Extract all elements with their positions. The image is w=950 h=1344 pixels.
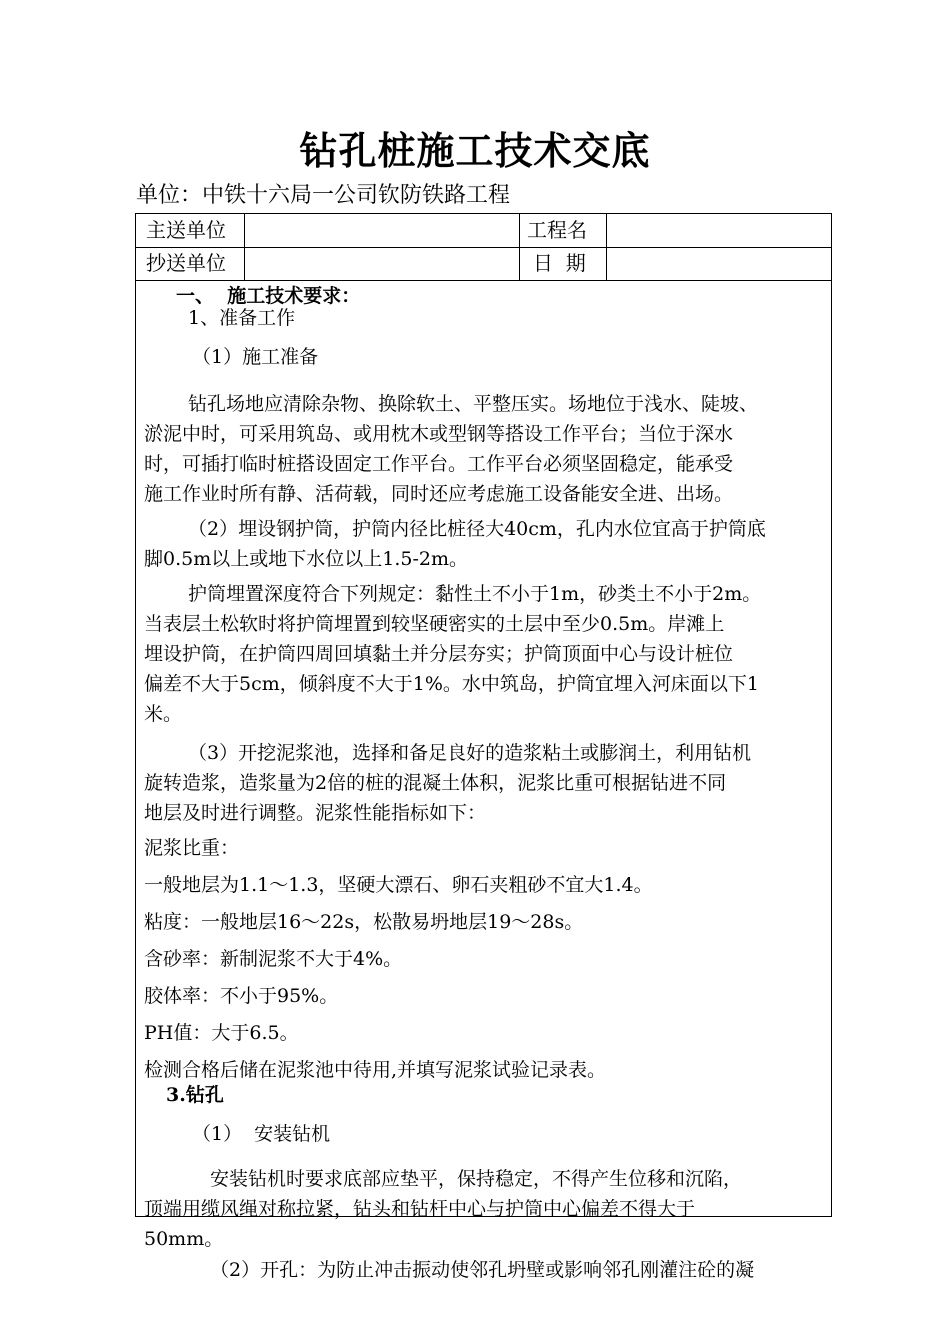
sub-heading: （1）施工准备 [192, 346, 319, 368]
date-value[interactable] [612, 247, 827, 280]
para-line: 钻孔场地应清除杂物、换除软土、平整压实。场地位于浅水、陡坡、 [188, 393, 759, 415]
section-heading: 一、 施工技术要求： [176, 285, 361, 307]
para-line: 施工作业时所有静、活荷载，同时还应考虑施工设备能安全进、出场。 [144, 483, 734, 505]
project-label: 工程名 [527, 218, 587, 242]
para-line: 护筒埋置深度符合下列规定：黏性土不小于1m，砂类土不小于2m。 [188, 583, 762, 605]
para-line: 安装钻机时要求底部应垫平，保持稳定，不得产生位移和沉陷， [210, 1168, 743, 1190]
divider [606, 214, 607, 280]
header-row-main [136, 214, 831, 248]
para-line: （2）开孔：为防止冲击振动使邻孔坍壁或影响邻孔刚灌注砼的凝 [210, 1259, 755, 1281]
item-heading: 1、准备工作 [188, 307, 296, 329]
header-row-copy [136, 247, 831, 281]
date-label: 日 期 [533, 251, 586, 275]
disclosure-table [135, 213, 832, 1281]
mud-density: 泥浆比重： [144, 837, 240, 859]
para-line: 脚0.5m以上或地下水位以上1.5-2m。 [144, 548, 468, 570]
main-unit-value[interactable] [248, 214, 513, 247]
main-unit-label: 主送单位 [146, 218, 226, 242]
para-line: 旋转造浆，造浆量为2倍的桩的混凝土体积，泥浆比重可根据钻进不同 [144, 772, 727, 794]
viscosity: 粘度：一般地层16～22s，松散易坍地层19～28s。 [144, 911, 584, 933]
sand-content: 含砂率：新制泥浆不大于4%。 [144, 948, 403, 970]
mud-general: 一般地层为1.1～1.3，坚硬大漂石、卵石夹粗砂不宜大1.4。 [144, 874, 653, 896]
sub-heading: （1） 安装钻机 [192, 1123, 331, 1145]
para-line: 顶端用缆风绳对称拉紧，钻头和钻杆中心与护筒中心偏差不得大于 [144, 1198, 696, 1220]
copy-unit-value[interactable] [248, 247, 513, 280]
para-line: （3）开挖泥浆池，选择和备足良好的造浆粘土或膨润土，利用钻机 [188, 742, 752, 764]
inspection-note: 检测合格后储在泥浆池中待用,并填写泥浆试验记录表。 [144, 1059, 607, 1081]
para-line: 地层及时进行调整。泥浆性能指标如下： [144, 802, 487, 824]
divider [519, 214, 520, 280]
para-line: 时，可插打临时桩搭设固定工作平台。工作平台必须坚固稳定，能承受 [144, 453, 734, 475]
para-line: 埋设护筒，在护筒四周回填黏土并分层夯实；护筒顶面中心与设计桩位 [144, 643, 734, 665]
para-line: 50mm。 [144, 1228, 224, 1250]
para-line: 淤泥中时，可采用筑岛、或用枕木或型钢等搭设工作平台；当位于深水 [144, 423, 734, 445]
colloid-rate: 胶体率：不小于95%。 [144, 985, 339, 1007]
para-line: （2）埋设钢护筒，护筒内径比桩径大40cm，孔内水位宜高于护筒底 [188, 518, 766, 540]
section-heading: 3.钻孔 [166, 1084, 224, 1106]
project-value[interactable] [612, 214, 827, 247]
para-line: 当表层土松软时将护筒埋置到较坚硬密实的土层中至少0.5m。岸滩上 [144, 613, 725, 635]
ph-value: PH值：大于6.5。 [144, 1022, 299, 1044]
unit-line: 单位：中铁十六局一公司钦防铁路工程 [136, 183, 511, 208]
divider [244, 214, 245, 280]
para-line: 米。 [144, 703, 183, 725]
document-title: 钻孔桩施工技术交底 [299, 128, 651, 173]
para-line: 偏差不大于5cm，倾斜度不大于1%。水中筑岛，护筒宜埋入河床面以下1 [144, 673, 759, 695]
copy-unit-label: 抄送单位 [146, 251, 226, 275]
